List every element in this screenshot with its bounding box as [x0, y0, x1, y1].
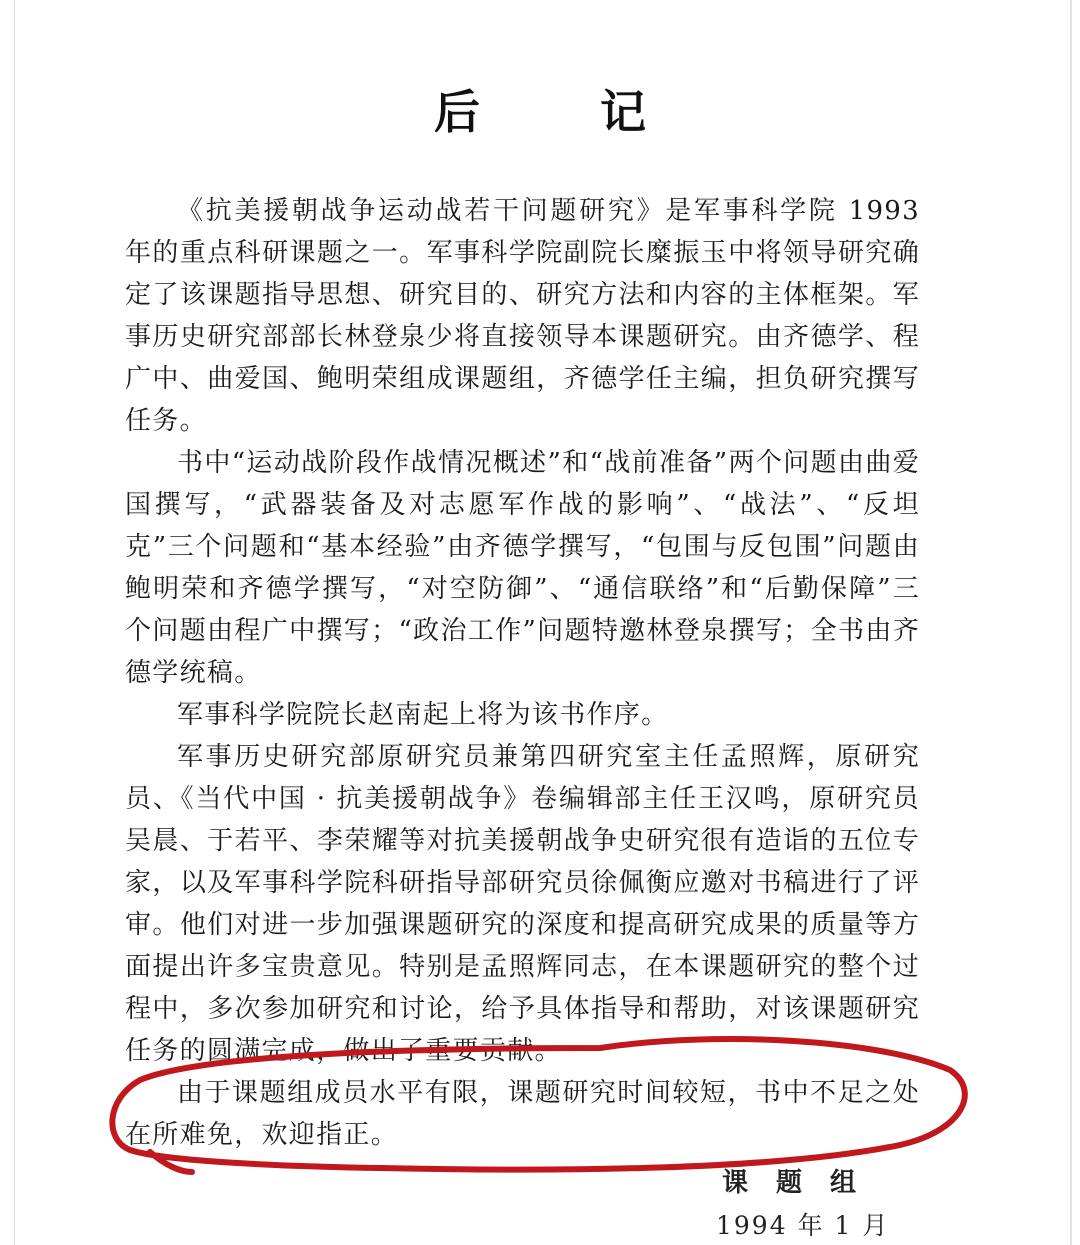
paragraph-2: 书中“运动战阶段作战情况概述”和“战前准备”两个问题由曲爱国撰写，“武器装备及对志愿军作战的影响”、“战法”、“反坦克”三个问题和“基本经验”由齐德学撰写，“包围与反包围”问题由鲍明荣和齐德学撰写，“对空防御”、“通信联络”和“后勤保障”三个问题由程广中撰写；“政治工作”问题特邀林登泉撰写；全书由齐德学统稿。: [125, 448, 920, 688]
signature: 课题组: [722, 1168, 885, 1198]
page-edge-left: [14, 0, 15, 1245]
page-edge-right: [1070, 0, 1072, 1245]
body-text: [125, 190, 920, 1156]
paragraph-5: 由于课题组成员水平有限，课题研究时间较短，书中不足之处在所难免，欢迎指正。: [125, 1078, 920, 1150]
page-title: 后记: [434, 85, 766, 139]
paragraph-1: 《抗美援朝战争运动战若干问题研究》是军事科学院 1993 年的重点科研课题之一。军事科学院副院长糜振玉中将领导研究确定了该课题指导思想、研究目的、研究方法和内容的主体框架。军事历史研究部部长林登泉少将直接领导本课题研究。由齐德学、程广中、曲爱国、鲍明荣组成课题组，齐德学任主编，担负研究撰写任务。: [125, 196, 920, 436]
date: 1994 年 1 月: [716, 1211, 890, 1240]
paragraph-4: 军事历史研究部原研究员兼第四研究室主任孟照辉，原研究员、《当代中国 · 抗美援朝战争》卷编辑部主任王汉鸣，原研究员吴晨、于若平、李荣耀等对抗美援朝战争史研究很有造诣的五位专家，以及军事科学院科研指导部研究员徐佩衡应邀对书稿进行了评审。他们对进一步加强课题研究的深度和提高研究成果的质量等方面提出许多宝贵意见。特别是孟照辉同志，在本课题研究的整个过程中，多次参加研究和讨论，给予具体指导和帮助，对该课题研究任务的圆满完成，做出了重要贡献。: [125, 742, 920, 1066]
paragraph-3: 军事科学院院长赵南起上将为该书作序。: [177, 700, 669, 730]
